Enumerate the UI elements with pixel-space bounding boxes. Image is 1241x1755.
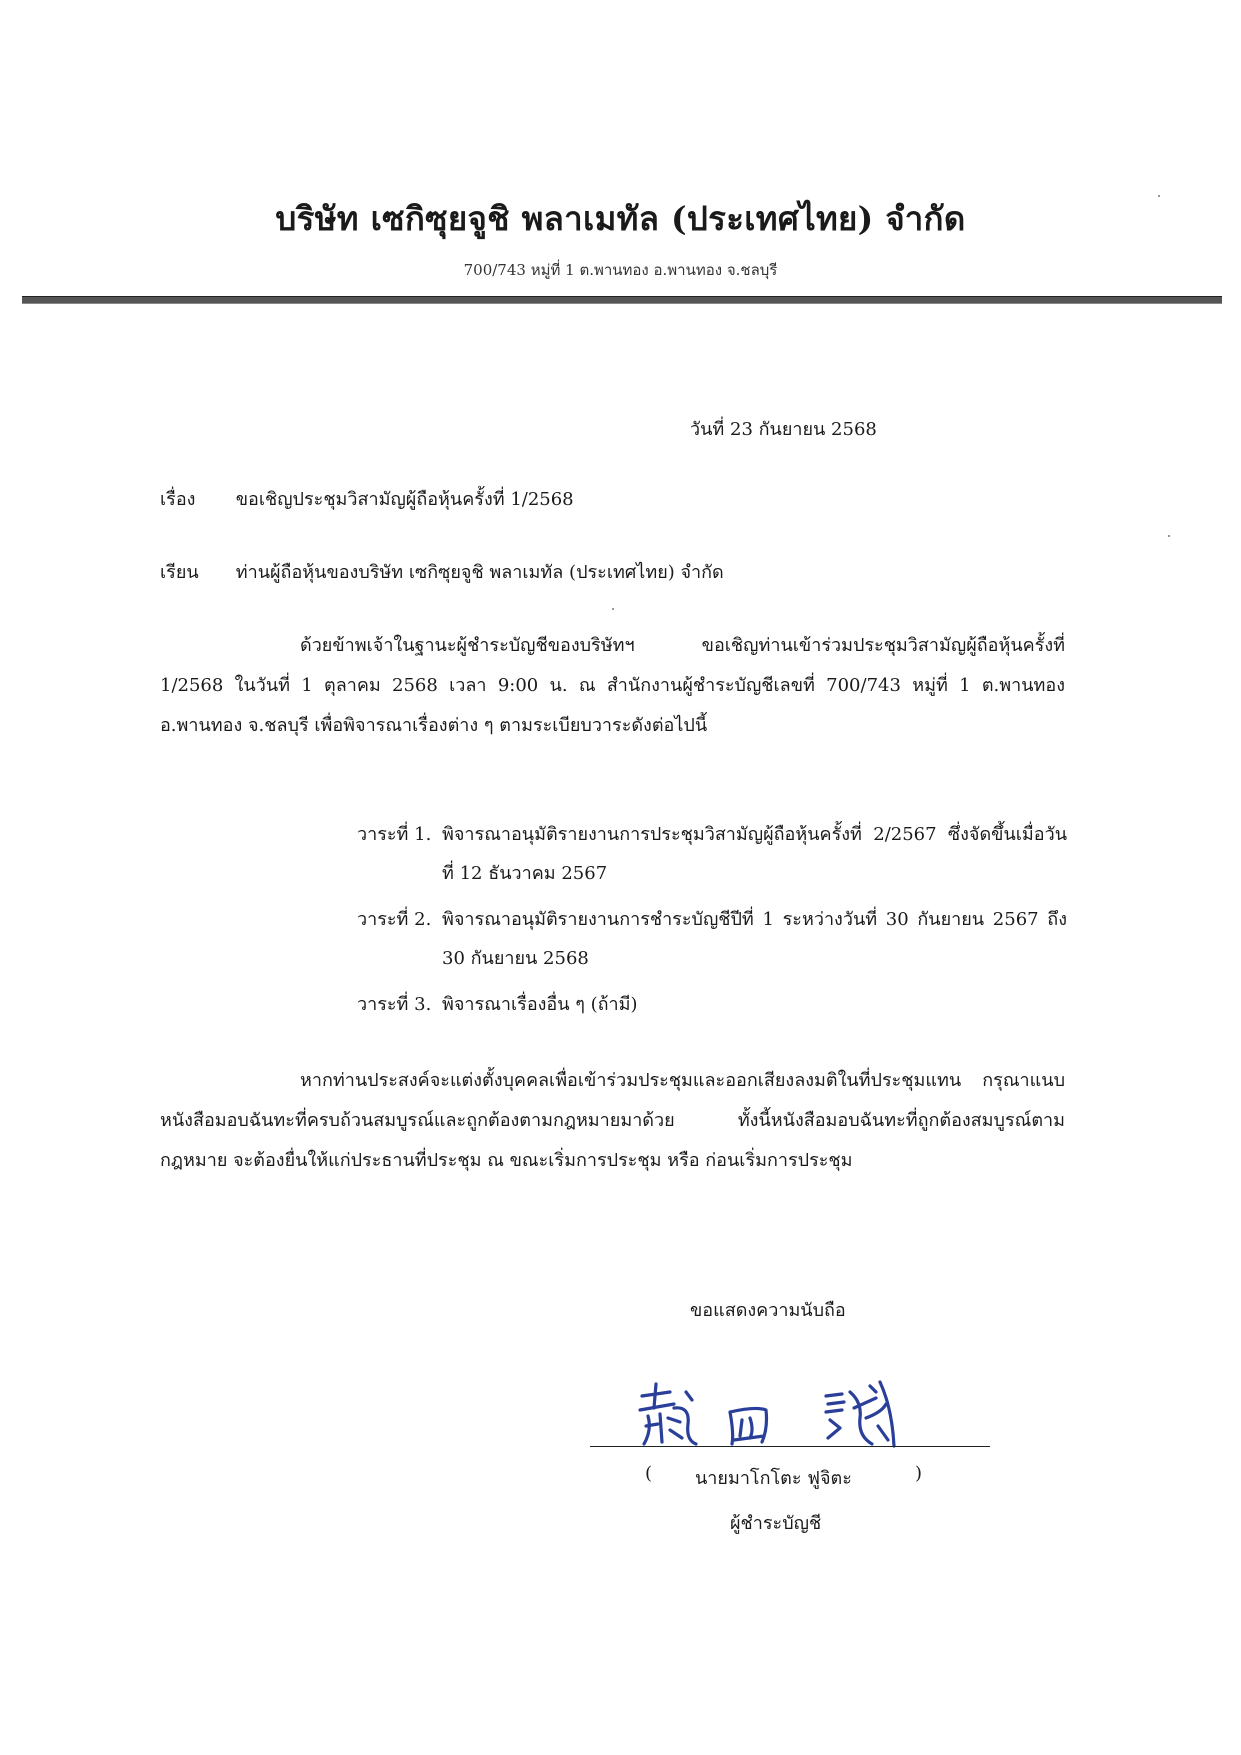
recipient-row bbox=[160, 557, 724, 586]
signature-line bbox=[590, 1446, 990, 1447]
subject-row bbox=[160, 484, 574, 513]
recipient-text: ท่านผู้ถือหุ้นของบริษัท เซกิซุยจูชิ พลาเมทัล (ประเทศไทย) จำกัด bbox=[235, 562, 724, 583]
proxy-text: หากท่านประสงค์จะแต่งตั้งบุคคลเพื่อเข้าร่วมประชุมและออกเสียงลงมติในที่ประชุมแทน กรุณาแนบหนังสือมอบฉันทะที่ครบถ้วนสมบูรณ์และถูกต้องตามกฎหมายมาด้วย ทั้งนี้หนังสือมอบฉันทะที่ถูกต้องสมบูรณ์ตามกฎหมาย จะต้องยื่นให้แก่ประธานที่ประชุม ณ ขณะเริ่มการประชุม หรือ ก่อนเริ่มการประชุม bbox=[160, 1070, 1065, 1171]
invitation-text: ด้วยข้าพเจ้าในฐานะผู้ชำระบัญชีของบริษัทฯ ขอเชิญท่านเข้าร่วมประชุมวิสามัญผู้ถือหุ้นครั้งที่ 1/2568 ในวันที่ 1 ตุลาคม 2568 เวลา 9:00 น. ณ สำนักงานผู้ชำระบัญชีเลขที่ 700/743 หมู่ที่ 1 ต.พานทอง อ.พานทอง จ.ชลบุรี เพื่อพิจารณาเรื่องต่าง ๆ ตามระเบียบวาระดังต่อไปนี้ bbox=[160, 635, 1065, 736]
agenda-text: พิจารณาเรื่องอื่น ๆ (ถ้ามี) bbox=[442, 994, 638, 1015]
signer-title: ผู้ชำระบัญชี bbox=[730, 1513, 822, 1534]
subject-label: เรื่อง bbox=[160, 489, 196, 510]
scan-speck bbox=[1168, 535, 1170, 537]
invitation-paragraph bbox=[160, 626, 1065, 746]
scan-speck bbox=[612, 608, 614, 610]
handwritten-signature bbox=[630, 1378, 930, 1450]
letter-date: วันที่ 23 กันยายน 2568 bbox=[690, 419, 877, 440]
signer-paren-open: ( bbox=[645, 1463, 653, 1484]
signer-paren-close: ) bbox=[915, 1463, 923, 1484]
agenda-item bbox=[357, 900, 1067, 978]
scan-speck bbox=[1158, 195, 1160, 197]
header-divider bbox=[22, 296, 1222, 304]
company-address: 700/743 หมู่ที่ 1 ต.พานทอง อ.พานทอง จ.ชลบุรี bbox=[463, 261, 778, 279]
agenda-list bbox=[357, 815, 1067, 1031]
agenda-number: วาระที่ 2. bbox=[357, 909, 432, 930]
subject-text: ขอเชิญประชุมวิสามัญผู้ถือหุ้นครั้งที่ 1/2568 bbox=[235, 489, 574, 510]
recipient-label: เรียน bbox=[160, 562, 199, 583]
agenda-text: พิจารณาอนุมัติรายงานการชำระบัญชีปีที่ 1 ระหว่างวันที่ 30 กันยายน 2567 ถึง 30 กันยายน 2568 bbox=[442, 909, 1067, 969]
agenda-number: วาระที่ 3. bbox=[357, 994, 432, 1015]
company-name: บริษัท เซกิซุยจูชิ พลาเมทัล (ประเทศไทย) จำกัด bbox=[275, 199, 966, 238]
agenda-item bbox=[357, 985, 1067, 1024]
signer-name: นายมาโกโตะ ฟูจิตะ bbox=[695, 1468, 852, 1489]
proxy-paragraph bbox=[160, 1061, 1065, 1181]
closing-phrase: ขอแสดงความนับถือ bbox=[690, 1300, 846, 1321]
agenda-text: พิจารณาอนุมัติรายงานการประชุมวิสามัญผู้ถือหุ้นครั้งที่ 2/2567 ซึ่งจัดขึ้นเมื่อวันที่ 12 ธันวาคม 2567 bbox=[442, 824, 1067, 884]
agenda-number: วาระที่ 1. bbox=[357, 824, 432, 845]
agenda-item bbox=[357, 815, 1067, 893]
